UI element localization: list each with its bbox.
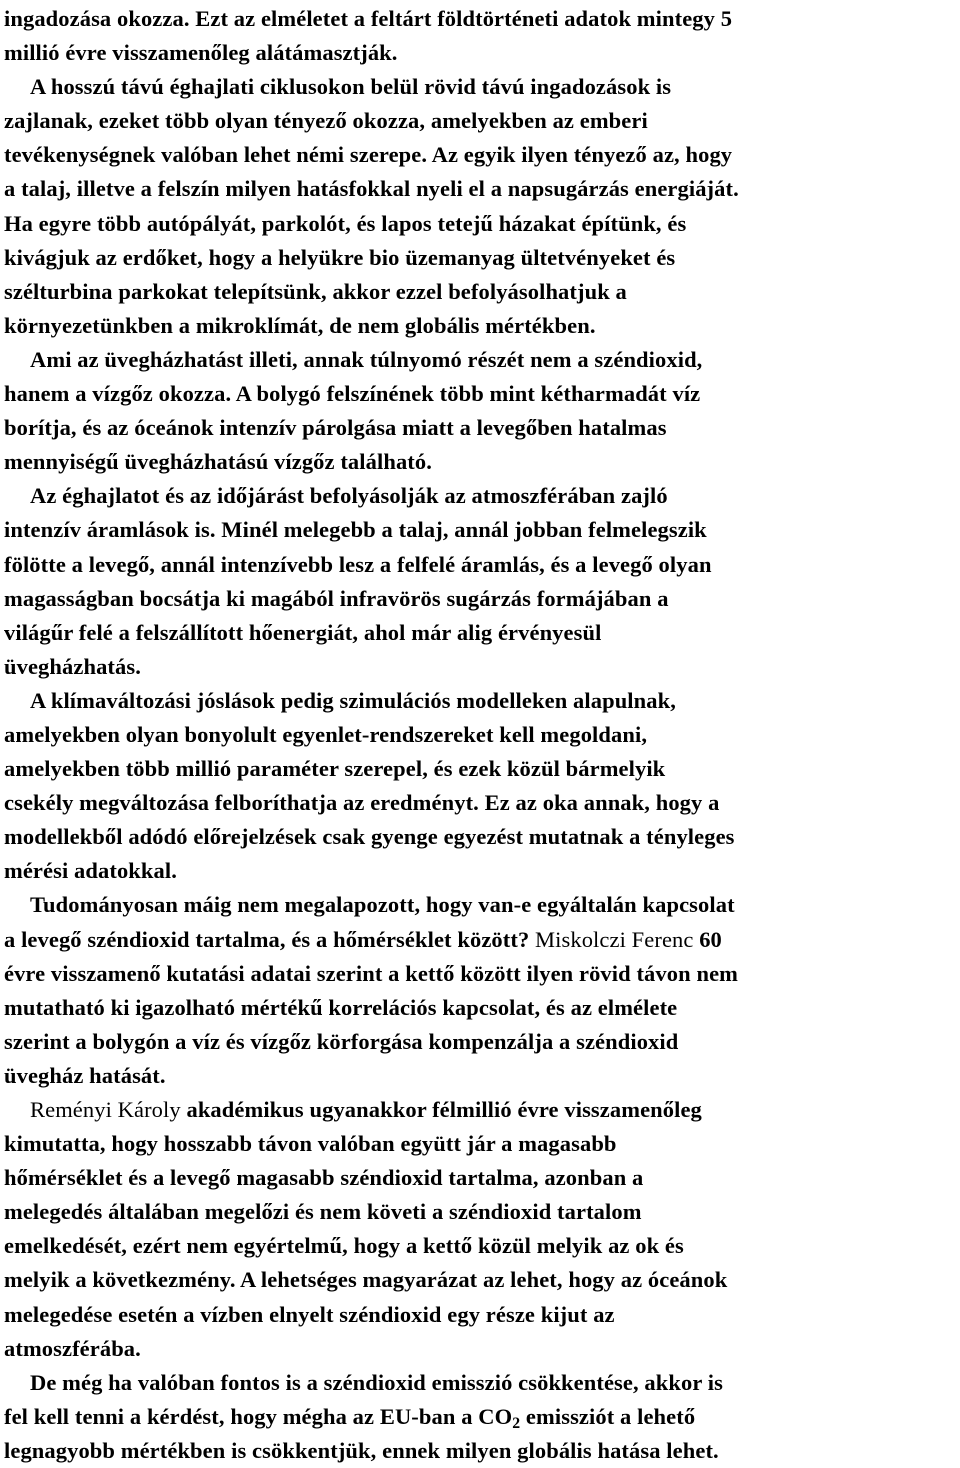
text-line <box>4 752 960 786</box>
text-line <box>4 513 960 547</box>
text-run: modellekből adódó előrejelzések csak gyenge egyezést mutatnak a tényleges <box>4 824 735 850</box>
text-run: atmoszférába. <box>4 1335 141 1361</box>
text-run: kivágjuk az erdőket, hogy a helyükre bio üzemanyag ültetvényeket és <box>4 244 676 270</box>
text-line <box>4 1093 960 1127</box>
text-line <box>4 241 960 275</box>
text-line <box>4 479 960 513</box>
text-run: melegedése esetén a vízben elnyelt széndioxid egy része kijut az <box>4 1301 615 1327</box>
text-line <box>4 888 960 922</box>
text-run: melyik a következmény. A lehetséges magyarázat az lehet, hogy az óceánok <box>4 1267 728 1293</box>
text-run: évre visszamenő kutatási adatai szerint a kettő között ilyen rövid távon nem <box>4 960 738 986</box>
text-run: mutatható ki igazolható mértékű korrelációs kapcsolat, és az elmélete <box>4 994 678 1020</box>
text-line <box>4 1400 960 1434</box>
text-line <box>4 377 960 411</box>
text-run: A hosszú távú éghajlati ciklusokon belül rövid távú ingadozások is <box>30 74 672 100</box>
text-run: szerint a bolygón a víz és vízgőz körforgása kompenzálja a széndioxid <box>4 1028 679 1054</box>
text-run: 60 <box>699 926 722 952</box>
text-line <box>4 275 960 309</box>
text-line <box>4 309 960 343</box>
text-line <box>4 1195 960 1229</box>
text-run: zajlanak, ezeket több olyan tényező okozza, amelyekben az emberi <box>4 108 648 134</box>
text-line <box>4 343 960 377</box>
text-line <box>4 207 960 241</box>
text-run: Ami az üvegházhatást illeti, annak túlnyomó részét nem a széndioxid, <box>30 346 703 372</box>
text-run: fel kell tenni a kérdést, hogy mégha az EU-ban a CO <box>4 1403 513 1429</box>
author-name: Reményi Károly <box>30 1097 187 1122</box>
text-run: ingadozása okozza. Ezt az elméletet a feltárt földtörténeti adatok mintegy 5 <box>4 6 733 31</box>
text-line <box>4 1366 960 1400</box>
paragraph <box>4 1093 960 1366</box>
text-line <box>4 172 960 206</box>
text-line <box>4 1059 960 1093</box>
text-run: De még ha valóban fontos is a széndioxid emisszió csökkentése, akkor is <box>30 1369 723 1395</box>
paragraph <box>4 343 960 479</box>
text-line <box>4 1298 960 1332</box>
text-line <box>4 820 960 854</box>
text-run: amelyekben olyan bonyolult egyenlet-rendszereket kell megoldani, <box>4 721 648 747</box>
paragraph <box>4 2 960 70</box>
text-line <box>4 411 960 445</box>
text-line <box>4 957 960 991</box>
text-line <box>4 36 960 70</box>
text-run: tevékenységnek valóban lehet némi szerepe. Az egyik ilyen tényező az, hogy <box>4 142 733 168</box>
text-line <box>4 548 960 582</box>
text-run: üvegházhatás. <box>4 653 141 679</box>
text-run: mennyiségű üvegházhatású vízgőz található. <box>4 449 432 475</box>
text-line <box>4 650 960 684</box>
paragraph <box>4 70 960 343</box>
text-run: magasságban bocsátja ki magából infravörös sugárzás formájában a <box>4 585 669 611</box>
text-run: világűr felé a felszállított hőenergiát, ahol már alig érvényesül <box>4 619 602 645</box>
text-line <box>4 582 960 616</box>
text-line <box>4 684 960 718</box>
text-line <box>4 786 960 820</box>
text-run: csekély megváltozása felboríthatja az eredményt. Ez az oka annak, hogy a <box>4 790 720 816</box>
paragraph <box>4 684 960 889</box>
text-line <box>4 1025 960 1059</box>
text-run: a talaj, illetve a felszín milyen hatásfokkal nyeli el a napsugárzás energiáját. <box>4 176 739 202</box>
text-line <box>4 718 960 752</box>
text-line <box>4 1263 960 1297</box>
text-run: emissziót a lehető <box>520 1403 696 1429</box>
text-line <box>4 138 960 172</box>
subscript: 2 <box>512 1414 521 1432</box>
text-run: akadémikus ugyanakkor félmillió évre visszamenőleg <box>186 1097 702 1122</box>
text-run: kimutatta, hogy hosszabb távon valóban együtt jár a magasabb <box>4 1131 617 1157</box>
paragraph <box>4 888 960 1093</box>
text-run: szélturbina parkokat telepítsünk, akkor ezzel befolyásolhatjuk a <box>4 278 627 304</box>
text-line <box>4 1332 960 1366</box>
text-line <box>4 854 960 888</box>
paragraph <box>4 1366 960 1468</box>
text-line <box>4 923 960 957</box>
text-line <box>4 991 960 1025</box>
text-line <box>4 616 960 650</box>
text-run: emelkedését, ezért nem egyértelmű, hogy a kettő közül melyik az ok és <box>4 1233 684 1259</box>
text-run: mérési adatokkal. <box>4 858 177 884</box>
text-run: A klímaváltozási jóslások pedig szimulációs modelleken alapulnak, <box>30 687 676 713</box>
text-run: fölötte a levegő, annál intenzívebb lesz a felfelé áramlás, és a levegő olyan <box>4 551 712 577</box>
text-line <box>4 104 960 138</box>
text-line <box>4 445 960 479</box>
text-line <box>4 70 960 104</box>
paragraph <box>4 479 960 684</box>
text-line <box>4 1127 960 1161</box>
text-line <box>4 2 960 36</box>
text-run: legnagyobb mértékben is csökkentjük, ennek milyen globális hatása lehet. <box>4 1437 719 1463</box>
text-run: Az éghajlatot és az időjárást befolyásolják az atmoszférában zajló <box>30 483 668 509</box>
text-run: borítja, és az óceánok intenzív párolgása miatt a levegőben hatalmas <box>4 415 667 441</box>
text-run: Tudományosan máig nem megalapozott, hogy van-e egyáltalán kapcsolat <box>30 892 735 918</box>
text-run: üvegház hatását. <box>4 1062 166 1088</box>
text-line <box>4 1434 960 1468</box>
text-run: hanem a vízgőz okozza. A bolygó felszínének több mint kétharmadát víz <box>4 381 701 407</box>
author-name: Miskolczi Ferenc <box>535 926 700 952</box>
text-run: melegedés általában megelőzi és nem követi a széndioxid tartalom <box>4 1199 642 1225</box>
text-run: intenzív áramlások is. Minél melegebb a talaj, annál jobban felmelegszik <box>4 517 707 543</box>
text-line <box>4 1229 960 1263</box>
text-run: környezetünkben a mikroklímát, de nem globális mértékben. <box>4 312 596 338</box>
text-run: millió évre visszamenőleg alátámasztják. <box>4 40 398 66</box>
text-run: hőmérséklet és a levegő magasabb széndioxid tartalma, azonban a <box>4 1165 644 1191</box>
text-run: Ha egyre több autópályát, parkolót, és lapos tetejű házakat építünk, és <box>4 210 687 236</box>
text-run: amelyekben több millió paraméter szerepel, és ezek közül bármelyik <box>4 756 666 782</box>
text-line <box>4 1161 960 1195</box>
text-run: a levegő széndioxid tartalma, és a hőmérséklet között? <box>4 926 536 952</box>
